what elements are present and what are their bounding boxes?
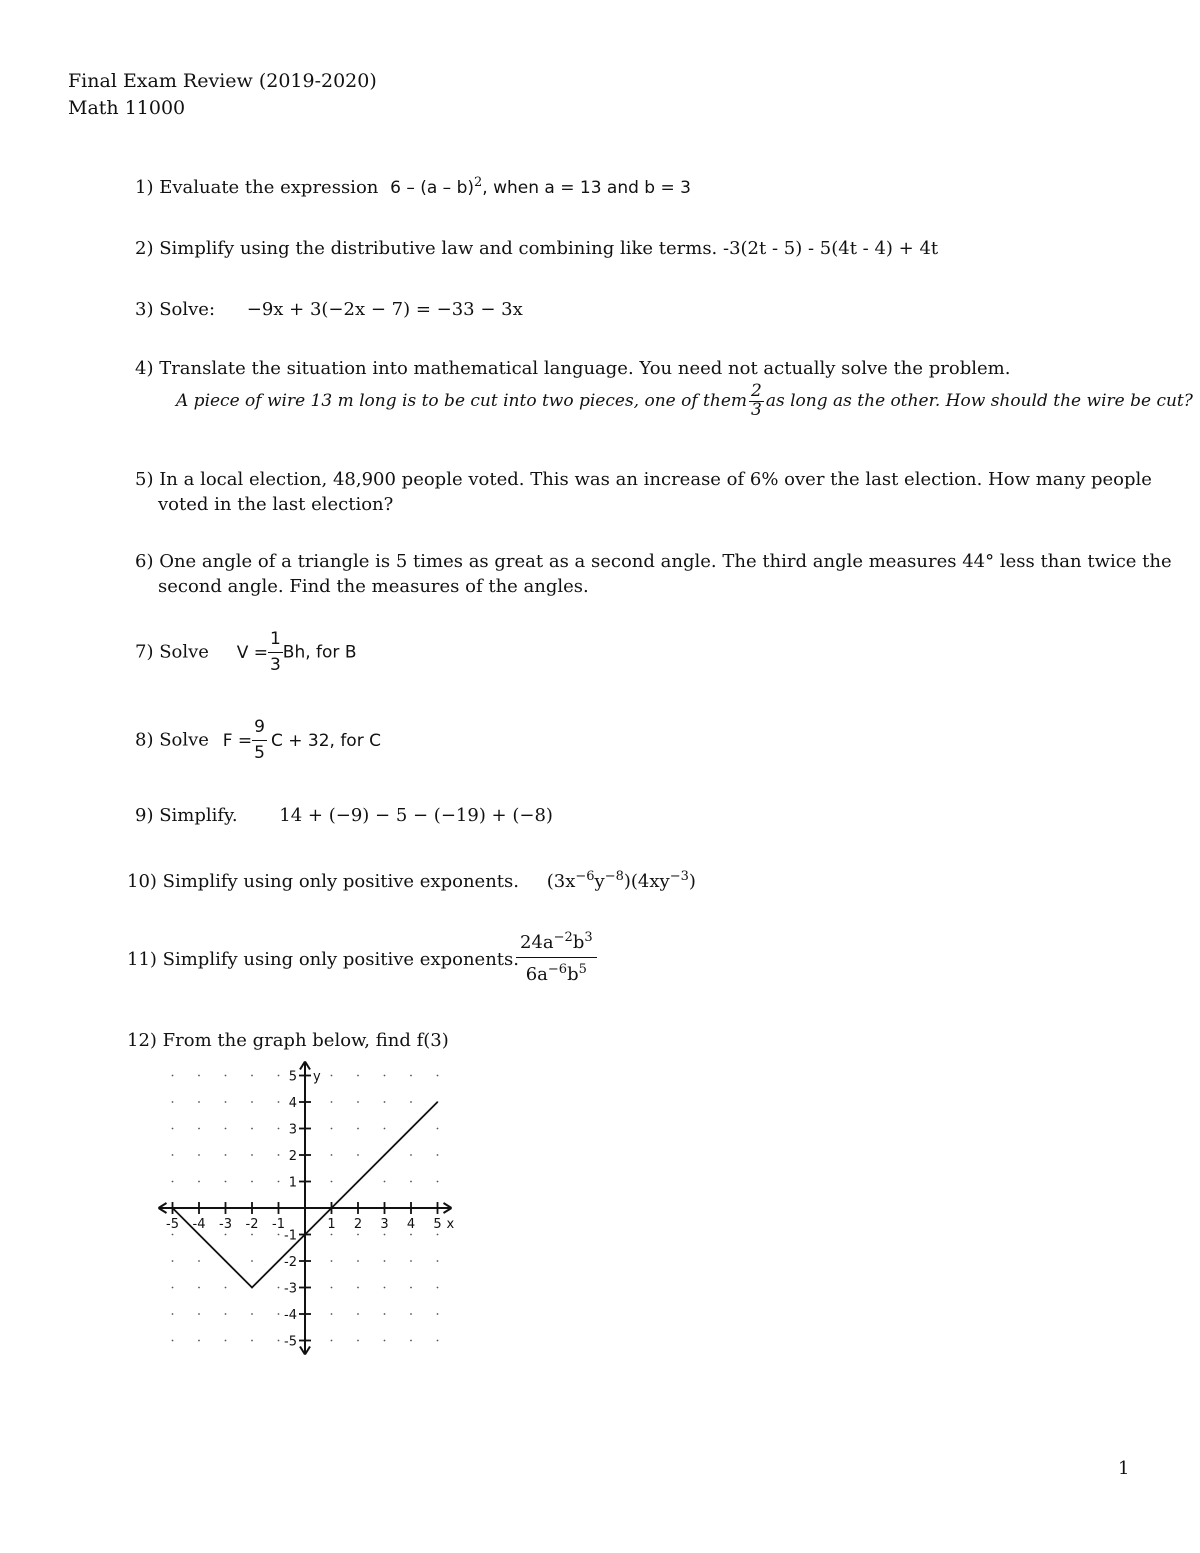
grid-dot — [251, 1154, 253, 1156]
q11-num-base-a: 24a — [520, 932, 554, 953]
question-1 — [135, 177, 691, 198]
grid-dot — [357, 1154, 359, 1156]
y-tick-label: 2 — [288, 1149, 297, 1164]
y-tick-label: 4 — [288, 1096, 297, 1111]
grid-dot — [384, 1260, 386, 1262]
grid-dot — [437, 1260, 439, 1262]
q1-exponent: 2 — [474, 175, 483, 190]
grid-dot — [384, 1287, 386, 1289]
q11-den-base-a: 6a — [525, 964, 548, 986]
grid-dot — [225, 1128, 227, 1130]
grid-dot — [172, 1154, 174, 1156]
q10-prompt: 10) Simplify using only positive exponents. — [127, 871, 519, 892]
y-tick-label: 5 — [288, 1069, 297, 1085]
grid-dot — [384, 1128, 386, 1130]
grid-dot — [357, 1313, 359, 1315]
y-axis-label: y — [313, 1069, 321, 1085]
grid-dot — [198, 1287, 200, 1289]
grid-dot — [331, 1101, 333, 1103]
grid-dot — [384, 1075, 386, 1077]
q8-denominator: 5 — [254, 742, 265, 763]
q11-denominator — [522, 958, 591, 986]
grid-dot — [278, 1313, 280, 1315]
grid-dot — [437, 1128, 439, 1130]
q10-exp-1: −6 — [575, 869, 595, 884]
q11-fraction — [516, 931, 597, 987]
grid-dot — [278, 1340, 280, 1342]
q10-exp-3: −3 — [669, 869, 689, 884]
y-tick-label: -1 — [284, 1228, 297, 1244]
q1-condition: , when a = 13 and b = 3 — [482, 178, 691, 198]
q3-prompt: 3) Solve: — [135, 299, 216, 320]
grid-dot — [225, 1101, 227, 1103]
grid-dot — [225, 1313, 227, 1315]
x-tick-label: 5 — [433, 1217, 442, 1232]
grid-dot — [251, 1101, 253, 1103]
q8-lhs: F = — [222, 730, 253, 751]
q4-scenario — [176, 383, 1193, 420]
y-tick-label: -5 — [284, 1334, 297, 1350]
question-4: 4) Translate the situation into mathematical language. You need not actually solve the problem. — [135, 358, 1011, 379]
question-5-line-2: voted in the last election? — [158, 494, 394, 515]
grid-dot — [331, 1287, 333, 1289]
q7-prompt: 7) Solve — [135, 641, 209, 663]
grid-dot — [331, 1340, 333, 1342]
q11-den-base-b: b — [567, 964, 579, 986]
y-tick-label: -2 — [284, 1255, 297, 1270]
q7-rhs: Bh, for B — [282, 642, 357, 663]
grid-dot — [251, 1075, 253, 1077]
grid-dot — [172, 1128, 174, 1130]
q10-part-1: (3x — [546, 871, 576, 892]
q8-fraction — [252, 718, 267, 763]
q1-prompt: 1) Evaluate the expression — [135, 177, 379, 198]
x-tick-label: -4 — [192, 1217, 206, 1232]
grid-dot — [251, 1181, 253, 1183]
grid-dot — [331, 1154, 333, 1156]
q10-part-3: )(4xy — [623, 871, 670, 892]
grid-dot — [437, 1287, 439, 1289]
grid-dot — [172, 1181, 174, 1183]
grid-dot — [225, 1287, 227, 1289]
grid-dot — [331, 1313, 333, 1315]
page-number: 1 — [1118, 1458, 1130, 1479]
grid-dot — [410, 1234, 412, 1236]
grid-dot — [172, 1340, 174, 1342]
q4-fraction-denominator: 3 — [751, 399, 762, 420]
q7-numerator: 1 — [268, 630, 283, 653]
grid-dot — [331, 1181, 333, 1183]
function-graph — [150, 1058, 470, 1364]
question-6-line-2: second angle. Find the measures of the angles. — [158, 576, 589, 597]
grid-dot — [410, 1101, 412, 1103]
grid-dot — [437, 1340, 439, 1342]
question-5-line-1: 5) In a local election, 48,900 people voted. This was an increase of 6% over the last election. How many people — [135, 469, 1152, 490]
grid-dot — [278, 1234, 280, 1236]
grid-dot — [331, 1260, 333, 1262]
grid-dot — [172, 1260, 174, 1262]
q8-numerator: 9 — [252, 718, 267, 741]
grid-dot — [251, 1313, 253, 1315]
grid-dot — [198, 1340, 200, 1342]
q10-exp-2: −8 — [604, 869, 624, 884]
grid-dot — [251, 1260, 253, 1262]
question-8 — [135, 718, 381, 763]
grid-dot — [225, 1154, 227, 1156]
grid-dot — [437, 1075, 439, 1077]
x-axis-label: x — [446, 1217, 455, 1232]
grid-dot — [172, 1101, 174, 1103]
x-tick-label: -5 — [166, 1217, 179, 1232]
q8-rhs: C + 32, for C — [270, 730, 381, 751]
grid-dot — [410, 1181, 412, 1183]
grid-dot — [410, 1075, 412, 1077]
question-12: 12) From the graph below, find f(3) — [127, 1030, 449, 1051]
grid-dot — [331, 1075, 333, 1077]
grid-dot — [251, 1128, 253, 1130]
grid-dot — [384, 1234, 386, 1236]
grid-dot — [384, 1101, 386, 1103]
q8-prompt: 8) Solve — [135, 729, 209, 751]
question-6-line-1: 6) One angle of a triangle is 5 times as great as a second angle. The third angle measures 44° less than twice the — [135, 551, 1172, 572]
q4-fraction — [749, 383, 764, 420]
q7-fraction — [268, 630, 283, 675]
question-11-prompt: 11) Simplify using only positive exponents. — [127, 949, 519, 970]
y-tick-label: 1 — [288, 1175, 297, 1191]
grid-dot — [410, 1287, 412, 1289]
x-tick-label: -2 — [245, 1217, 259, 1232]
grid-dot — [437, 1154, 439, 1156]
q3-equation: −9x + 3(−2x − 7) = −33 − 3x — [246, 299, 523, 320]
grid-dot — [357, 1287, 359, 1289]
grid-dot — [278, 1154, 280, 1156]
q11-den-exp-b: 5 — [578, 962, 587, 978]
grid-dot — [225, 1181, 227, 1183]
grid-dot — [172, 1075, 174, 1077]
grid-dot — [357, 1340, 359, 1342]
grid-dot — [437, 1181, 439, 1183]
q10-part-2: y — [594, 871, 605, 892]
q11-num-base-b: b — [572, 932, 585, 953]
grid-dot — [278, 1128, 280, 1130]
grid-dot — [198, 1260, 200, 1262]
question-2: 2) Simplify using the distributive law and combining like terms. -3(2t - 5) - 5(4t - 4) + 4t — [135, 238, 939, 259]
grid-dot — [384, 1313, 386, 1315]
question-9 — [135, 805, 553, 826]
grid-dot — [410, 1313, 412, 1315]
q4-scenario-part-a: A piece of wire 13 m long is to be cut into two pieces, one of them — [176, 390, 748, 411]
q11-num-exp-b: 3 — [584, 930, 593, 945]
grid-dot — [437, 1313, 439, 1315]
grid-dot — [331, 1234, 333, 1236]
question-3 — [135, 299, 523, 320]
q1-expression: 6 – (a – b) — [390, 178, 475, 198]
grid-dot — [278, 1287, 280, 1289]
grid-dot — [198, 1101, 200, 1103]
grid-dot — [384, 1340, 386, 1342]
y-tick-label: -3 — [284, 1281, 297, 1297]
grid-dot — [225, 1075, 227, 1077]
q10-expression — [547, 871, 696, 892]
grid-dot — [198, 1181, 200, 1183]
axes — [159, 1062, 452, 1355]
grid-dot — [172, 1287, 174, 1289]
grid-dot — [198, 1075, 200, 1077]
q10-part-4: ) — [688, 871, 696, 892]
document-title: Final Exam Review (2019-2020) — [68, 70, 377, 92]
grid-dot — [357, 1128, 359, 1130]
x-tick-label: 3 — [380, 1217, 389, 1232]
grid-dot — [357, 1101, 359, 1103]
x-tick-label: 1 — [327, 1217, 336, 1232]
x-tick-label: 4 — [406, 1217, 416, 1232]
course-name: Math 11000 — [68, 97, 186, 119]
x-tick-label: -3 — [219, 1217, 232, 1232]
grid-dot — [278, 1101, 280, 1103]
q7-denominator: 3 — [269, 654, 281, 675]
q11-num-exp-a: −2 — [553, 930, 573, 945]
q7-lhs: V = — [236, 642, 268, 663]
y-tick-label: 3 — [288, 1122, 297, 1138]
grid-dot — [225, 1340, 227, 1342]
grid-dot — [251, 1340, 253, 1342]
grid-dot — [410, 1260, 412, 1262]
question-10 — [127, 871, 696, 892]
q4-fraction-numerator: 2 — [751, 381, 762, 401]
grid-dot — [357, 1260, 359, 1262]
grid-dot — [225, 1234, 227, 1236]
grid-dot — [384, 1181, 386, 1183]
q9-prompt: 9) Simplify. — [135, 805, 238, 826]
grid-dot — [172, 1234, 174, 1236]
grid-dot — [410, 1340, 412, 1342]
grid-dot — [437, 1234, 439, 1236]
grid-dot — [198, 1154, 200, 1156]
q11-numerator — [516, 931, 597, 958]
grid-dot — [410, 1154, 412, 1156]
grid-dot — [357, 1075, 359, 1077]
grid-dot — [278, 1075, 280, 1077]
y-tick-label: -4 — [284, 1308, 297, 1323]
grid-dot — [278, 1181, 280, 1183]
grid-dot — [172, 1313, 174, 1315]
question-7 — [135, 630, 356, 675]
x-tick-label: 2 — [353, 1217, 363, 1232]
q9-expression: 14 + (−9) − 5 − (−19) + (−8) — [279, 805, 553, 826]
x-tick-label: -1 — [272, 1217, 285, 1232]
grid-dot — [331, 1128, 333, 1130]
grid-dot — [198, 1128, 200, 1130]
q11-den-exp-a: −6 — [547, 962, 568, 978]
grid-dot — [357, 1234, 359, 1236]
grid-dot — [198, 1313, 200, 1315]
q4-scenario-part-b: as long as the other. How should the wire be cut? — [765, 390, 1193, 411]
grid-dot — [251, 1234, 253, 1236]
